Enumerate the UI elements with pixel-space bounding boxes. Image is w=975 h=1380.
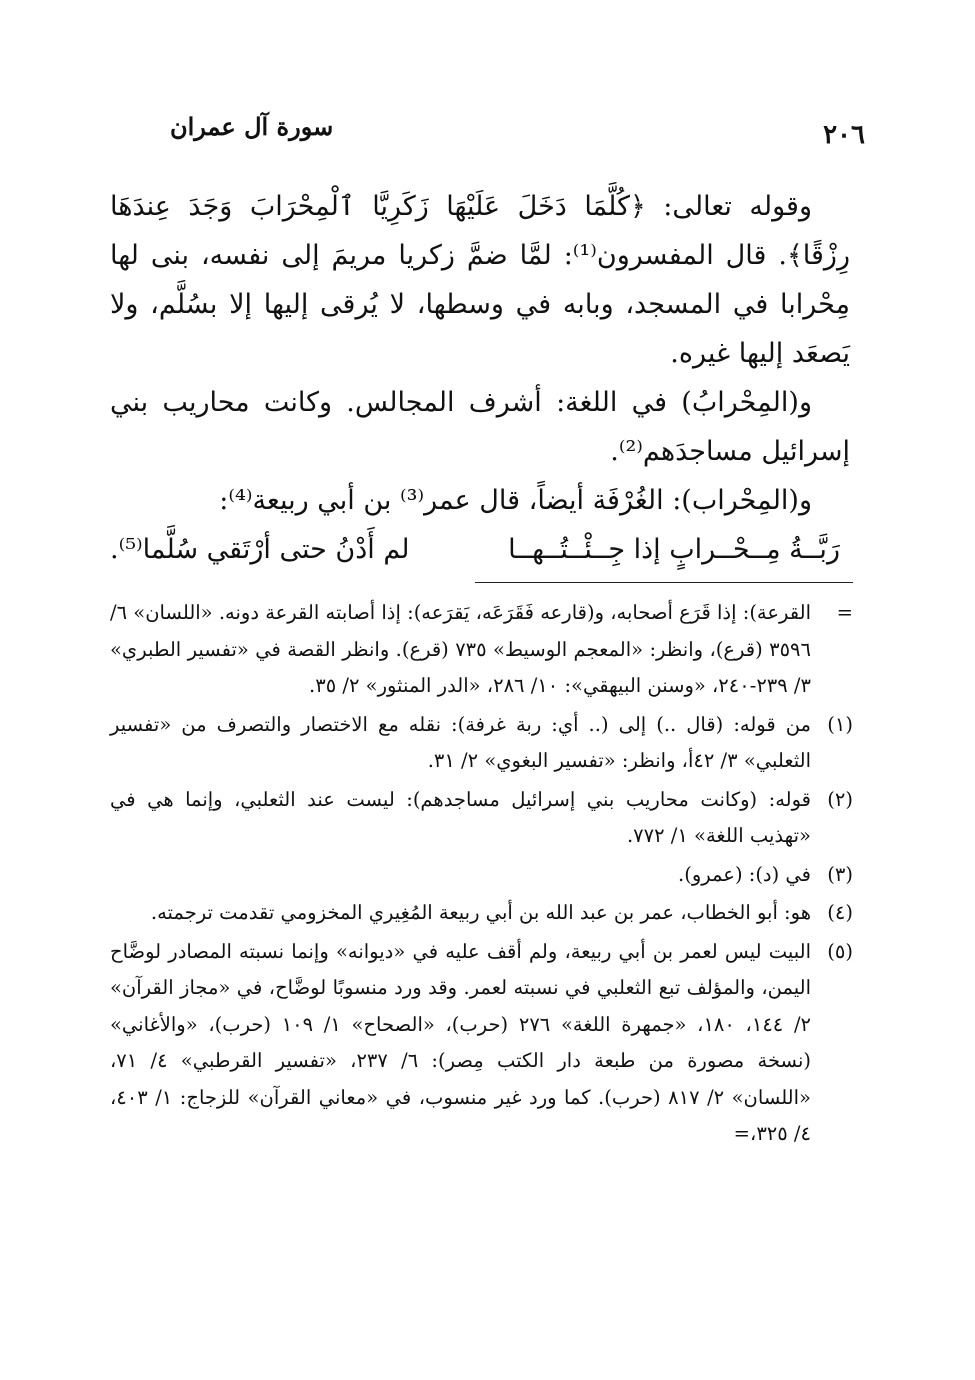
page-header (110, 112, 865, 160)
footnote-1 (110, 707, 853, 780)
footnote-continuation (110, 595, 853, 705)
paragraph-2: و(المِحْرابُ) في اللغة: أشرف المجالس. وكانت محاريب بني إسرائيل مساجدَهم⁽²⁾. (110, 387, 850, 467)
verse-second-hemistich: لم أَدْنُ حتى أرْتَقي سُلَّما⁽⁵⁾. (110, 534, 410, 565)
paragraph-1: وقوله تعالى: ﴿كُلَّمَا دَخَلَ عَلَيْهَا زَكَرِيَّا ٱلْمِحْرَابَ وَجَدَ عِندَهَا رِزْقًا﴾. قال المفسرون⁽¹⁾: لمَّا ضمَّ زكريا مريمَ إلى نفسه، بنى لها مِحْرابا في المسجد، وبابه في وسطها، لا يُرقى إليها إلا بسُلَّم، ولا يَصعَد إليها غيره. (110, 191, 850, 369)
footnote-5 (110, 934, 853, 1153)
footnote-label: (٢) (827, 787, 853, 811)
footnote-label: (٥) (827, 939, 853, 963)
footnote-4 (110, 895, 853, 932)
footnote-text: قوله: (وكانت محاريب بني إسرائيل مساجدهم): ليست عند الثعلبي، وإنما هي في «تهذيب اللغة» ١/ ٧٧٢. (110, 787, 811, 847)
footnote-text: البيت ليس لعمر بن أبي ربيعة، ولم أقف عليه في «ديوانه» وإنما نسبته المصادر لوضَّاح اليمن، والمؤلف تبع الثعلبي في نسبته لعمر. وقد ورد منسوبًا لوضَّاح، في «مجاز القرآن» ٢/ ١٤٤، ١٨٠، «جمهرة اللغة» ٢٧٦ (حرب)، «الصحاح» ١/ ١٠٩ (حرب)، «والأغاني» (نسخة مصورة من طبعة دار الكتب مِصر): ٦/ ٢٣٧، «تفسير القرطبي» ٤/ ٧١، «اللسان» ٢/ ٨١٧ (حرب). كما ورد غير منسوب، في «معاني القرآن» للزجاج: ١/ ٤٠٣، ٤/ ٣٢٥،= (110, 939, 812, 1145)
footnote-label: = (836, 601, 853, 624)
footnote-label: (٤) (827, 901, 853, 924)
footnote-text: القرعة): إذا قَرَع أصحابه، و(قارعه فَقَرَعَه، يَقرَعه): إذا أصابته القرعة دونه. «اللسان» ٦/ ٣٥٩٦ (قرع)، وانظر: «المعجم الوسيط» ٧٣٥ (قرع). وانظر القصة في «تفسير الطبري» ٣/ ٢٣٩-٢٤٠، «وسنن البيهقي»: ١٠/ ٢٨٦، «الدر المنثور» ٢/ ٣٥. (110, 601, 811, 697)
footnote-text: في (د): (عمرو). (678, 862, 811, 886)
verse-first-hemistich: رَبَّــةُ مِــحْــرابٍ إذا جِــئْــتُــهــا (508, 534, 840, 565)
footnotes (110, 595, 853, 1153)
footnote-label: (٣) (827, 862, 853, 886)
main-text (110, 182, 850, 574)
poetry-verse (110, 525, 850, 574)
footnote-text: من قوله: (قال ..) إلى (.. أي: ربة غرفة): نقله مع الاختصار والتصرف من «تفسير الثعلبي» ٣/ ٤٢أ، وانظر: «تفسير البغوي» ٢/ ٣١. (110, 712, 811, 772)
page-number: ٢٠٦ (823, 120, 865, 150)
footnote-label: (١) (827, 712, 853, 736)
footnote-3 (110, 857, 853, 894)
paragraph-3: و(المِحْراب): الغُرْفَة أيضاً، قال عمر⁽³⁾ بن أبي ربيعة⁽⁴⁾: (219, 485, 812, 516)
footnote-2 (110, 782, 853, 855)
footnote-text: هو: أبو الخطاب، عمر بن عبد الله بن أبي ربيعة المُغِيري المخزومي تقدمت ترجمته. (150, 901, 811, 924)
surah-title: سورة آل عمران (170, 112, 334, 141)
footnote-separator (475, 582, 853, 583)
